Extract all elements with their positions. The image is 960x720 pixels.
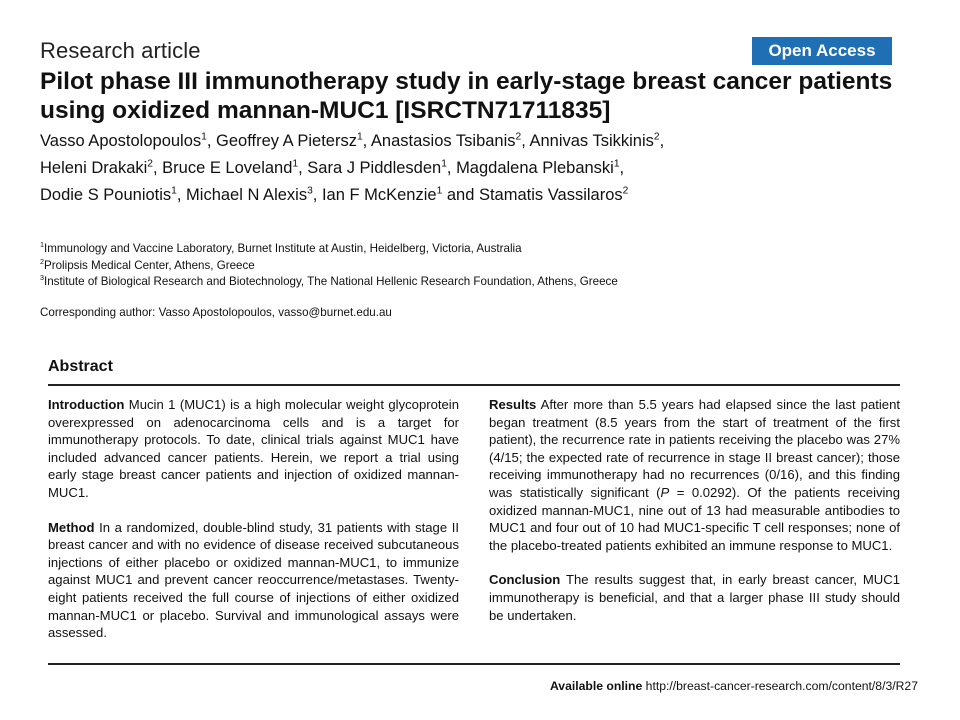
- author-separator: ,: [659, 132, 665, 150]
- article-type: Research article: [40, 38, 201, 63]
- author-list: [40, 128, 920, 209]
- author-separator: ,: [446, 159, 457, 177]
- author-separator: ,: [206, 132, 217, 150]
- affiliation-item: [40, 241, 920, 258]
- affiliation-number: 2: [40, 256, 44, 266]
- author-name: Dodie S Pouniotis: [40, 186, 172, 204]
- author-name: Annivas Tsikkinis: [529, 132, 654, 150]
- open-access-badge: Open Access: [752, 37, 892, 65]
- author-affiliation-mark: 1: [292, 158, 299, 170]
- author-name: Bruce E Loveland: [162, 159, 293, 177]
- abstract-heading: Abstract: [48, 358, 113, 375]
- author-separator: and: [442, 186, 479, 204]
- method-label: Method: [48, 519, 95, 535]
- affiliation-list: [40, 241, 920, 291]
- author-name: Anastasios Tsibanis: [370, 132, 516, 150]
- author-name: Ian F McKenzie: [321, 186, 437, 204]
- abstract-conclusion: [489, 571, 900, 624]
- abstract-left-column: [48, 396, 459, 659]
- author-separator: ,: [152, 159, 163, 177]
- article-title: Pilot phase III immunotherapy study in early-stage breast cancer patients using oxidized mannan-MUC1 [ISRCTN71711835]: [40, 68, 893, 124]
- abstract-right-column: [489, 396, 900, 641]
- author-affiliation-mark: 3: [307, 185, 313, 197]
- affiliation-text: Prolipsis Medical Center, Athens, Greece: [44, 258, 255, 272]
- affiliation-number: 3: [40, 273, 44, 283]
- abstract-results: [489, 396, 900, 554]
- author-separator: ,: [176, 186, 187, 204]
- author-name: Magdalena Plebanski: [456, 159, 614, 177]
- author-affiliation-mark: 1: [356, 131, 363, 143]
- abstract-top-rule: [48, 384, 900, 386]
- conclusion-label: Conclusion: [489, 572, 561, 588]
- author-affiliation-mark: 1: [436, 185, 443, 197]
- affiliation-number: 1: [40, 240, 44, 250]
- author-separator: ,: [521, 132, 530, 150]
- corresponding-author: Corresponding author: Vasso Apostolopoulos, vasso@burnet.edu.au: [40, 306, 392, 319]
- author-affiliation-mark: 2: [653, 131, 660, 143]
- author-name: Geoffrey A Pietersz: [216, 132, 357, 150]
- author-affiliation-mark: 2: [147, 158, 153, 170]
- author-name: Vasso Apostolopoulos: [40, 132, 202, 150]
- results-text-a: After more than 5.5 years had elapsed since the last patient began treatment (8.5 years from the start of treatment of the first patient), the recurrence rate in patients receiving the placebo was 27% (4/15; the expected rate of recurrence in stage II breast cancer); those receiving immunotherapy had no recurrences (0/16), and this finding was statistically significant (: [489, 397, 900, 500]
- abstract-bottom-rule: [48, 663, 900, 665]
- author-affiliation-mark: 2: [515, 131, 522, 143]
- abstract-introduction: [48, 396, 459, 502]
- author-name: Stamatis Vassilaros: [478, 186, 623, 204]
- available-online: [550, 679, 918, 693]
- affiliation-item: [40, 258, 920, 275]
- author-name: Sara J Piddlesden: [307, 159, 442, 177]
- author-affiliation-mark: 1: [201, 131, 207, 143]
- author-affiliation-mark: 1: [171, 185, 177, 197]
- affiliation-item: [40, 274, 920, 291]
- author-name: Heleni Drakaki: [40, 159, 148, 177]
- affiliation-text: Immunology and Vaccine Laboratory, Burnet Institute at Austin, Heidelberg, Victoria, Australia: [44, 242, 522, 255]
- method-text: In a randomized, double-blind study, 31 patients with stage II breast cancer and with no evidence of disease received subcutaneous injections of either placebo or oxidized mannan-MUC1, to immunize against MUC1 and prevent cancer reoccurrence/metastases. Twenty-eight patients received the full course of injections of either oxidized mannan-MUC1 or placebo. Survival and immunological assays were assessed.: [48, 519, 459, 641]
- introduction-label: Introduction: [48, 397, 125, 412]
- p-value-symbol: P: [660, 484, 670, 500]
- conclusion-text: The results suggest that, in early breast cancer, MUC1 immunotherapy is beneficial, and that a larger phase III study should be undertaken.: [489, 572, 900, 623]
- author-separator: ,: [619, 159, 625, 177]
- author-separator: ,: [362, 132, 371, 150]
- author-affiliation-mark: 2: [622, 185, 629, 197]
- author-affiliation-mark: 1: [613, 158, 620, 170]
- introduction-text: Mucin 1 (MUC1) is a high molecular weight glycoprotein overexpressed on adenocarcinoma cells and is a target for immunotherapy protocols. To date, clinical trials against MUC1 have included advanced cancer patients. Herein, we report a trial using early stage breast cancer patients and injection of oxidized mannan-MUC1.: [48, 397, 459, 500]
- author-separator: ,: [298, 159, 308, 177]
- author-name: Michael N Alexis: [186, 186, 308, 204]
- abstract-method: [48, 519, 459, 642]
- results-text-b: = 0.0292). Of the patients receiving oxidized mannan-MUC1, nine out of 13 had measurable antibodies to MUC1 and four out of 10 had MUC1-specific T cell responses; none of the placebo-treated patients exhibited an immune response to MUC1.: [489, 484, 900, 553]
- author-separator: ,: [312, 186, 322, 204]
- article-url[interactable]: http://breast-cancer-research.com/content/8/3/R27: [642, 679, 918, 693]
- affiliation-text: Institute of Biological Research and Biotechnology, The National Hellenic Research Foundation, Athens, Greece: [44, 275, 618, 288]
- available-online-label: Available online: [549, 679, 643, 693]
- author-affiliation-mark: 1: [441, 158, 447, 170]
- results-label: Results: [489, 397, 537, 412]
